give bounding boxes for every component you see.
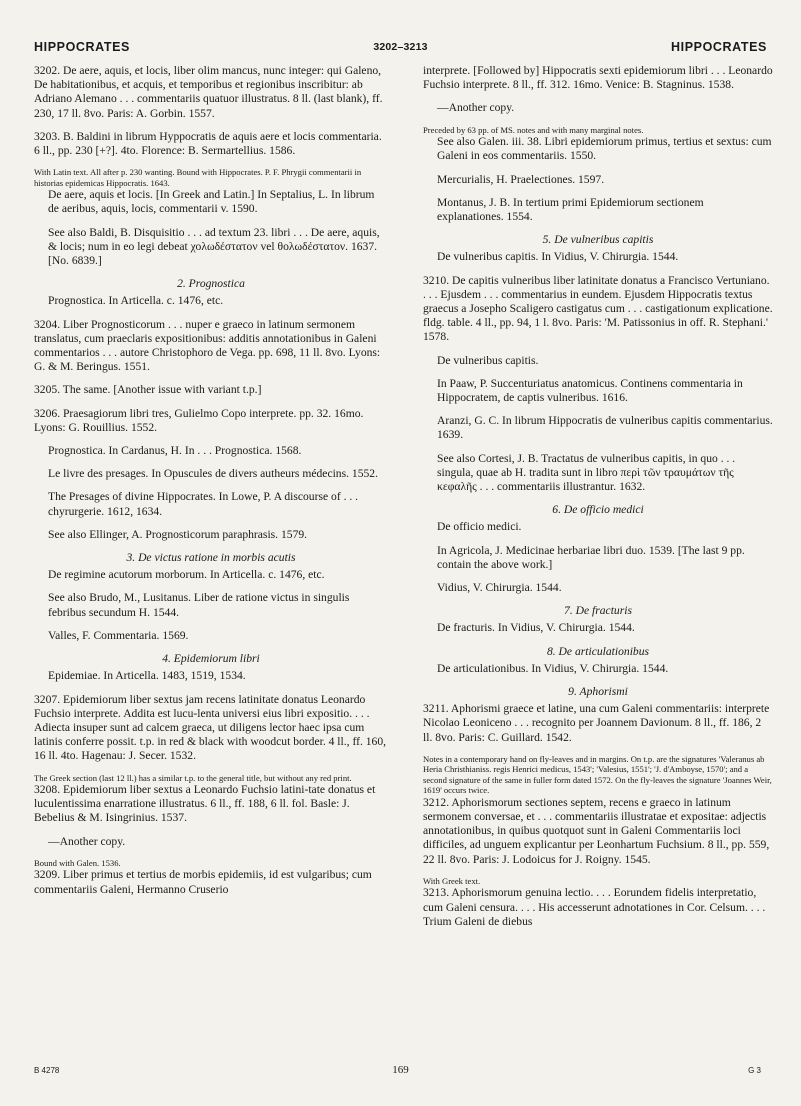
gathering-mark: G 3 — [748, 1066, 761, 1075]
cross-reference: See also Galen. iii. 38. Libri epidemiorum primus, tertius et sextus: cum Galeni in eos commentariis. 1550. — [437, 135, 772, 163]
catalogue-entry: 3211. Aphorismi graece et latine, una cum Galeni commentariis: interprete Nicolao Leoniceno . . . recognito per Joannem Davionum. 8 ll., ff. 186, 2 ll. 8vo. Paris: C. Guillard. 1542. — [423, 702, 770, 744]
catalogue-entry: 3209. Liber primus et tertius de morbis epidemiis, id est vulgaribus; cum commentariis Galeni, Hermanno Cruserio — [34, 868, 372, 896]
entry-note: Preceded by 63 pp. of MS. notes and with many marginal notes. — [423, 124, 644, 135]
cross-reference: In Agricola, J. Medicinae herbariae libri duo. 1539. [The last 9 pp. contain the above work.] — [437, 543, 745, 571]
cross-reference: See also Cortesi, J. B. Tractatus de vulneribus capitis, in quo . . . singula, quae ab H. tradita sunt in libro περὶ τῶν τραυμάτων τῆς κεφαλῆς . . . commentariis illustrantur. 1632. — [437, 451, 736, 493]
cross-reference: The Presages of divine Hippocrates. In Lowe, P. A discourse of . . . chyrurgerie. 1612, 1634. — [48, 490, 359, 518]
page-header — [34, 40, 767, 60]
catalogue-entry: interprete. [Followed by] Hippocratis sexti epidemiorum libri . . . Leonardo Fuchsio interprete. 8 ll., ff. 312. 16mo. Venice: B. Stagninus. 1538. — [423, 64, 773, 92]
cross-reference: Epidemiae. In Articella. 1483, 1519, 1534. — [48, 669, 246, 683]
cross-reference: De articulationibus. In Vidius, V. Chirurgia. 1544. — [437, 661, 669, 675]
entry-note: Bound with Galen. 1536. — [34, 857, 121, 868]
entry-range: 3202–3213 — [373, 41, 428, 53]
cross-reference: De vulneribus capitis. In Vidius, V. Chirurgia. 1544. — [437, 250, 679, 264]
entry-note: Notes in a contemporary hand on fly-leaves and in margins. On t.p. are the signatures 'Valeranus ab Heria Christhianiss. regis Henrici medicus, 1543'; 'Valesius, 1551'; 'J. d'Amboyse, 1570'; and a second signature of the same in fuller form dated 1572. On the fly-leaves the signature 'Joannes Weir, 1619' occurs twice. — [423, 753, 772, 796]
section-heading: 4. Epidemiorum libri — [162, 652, 260, 666]
cross-reference: See also Ellinger, A. Prognosticorum paraphrasis. 1579. — [48, 527, 308, 541]
catalogue-entry: 3205. The same. [Another issue with variant t.p.] — [34, 383, 262, 397]
catalogue-entry: 3206. Praesagiorum libri tres, Gulielmo Copo interprete. pp. 32. 16mo. Lyons: G. Rouillius. 1552. — [34, 406, 364, 434]
entry-note: With Greek text. — [423, 875, 481, 886]
cross-reference: De officio medici. — [437, 520, 522, 534]
cross-reference: See also Baldi, B. Disquisitio . . . ad textum 23. libri . . . De aere, aquis, & locis; num in eo legi debeat χολωδέστατον vel θολωδέστατον. 1637. [No. 6839.] — [48, 225, 380, 268]
cross-reference: —Another copy. — [48, 834, 126, 848]
cross-reference: Prognostica. In Cardanus, H. In . . . Prognostica. 1568. — [48, 444, 302, 458]
page-number: 169 — [392, 1064, 409, 1076]
catalogue-entry: 3213. Aphorismorum genuina lectio. . . . Eorundem fidelis interpretatio, cum Galeni censura. . . . His accesserunt adnotationes in Cor. Celsum. . . . Trium Galeni de diebus — [423, 886, 766, 928]
entry-note: The Greek section (last 12 ll.) has a similar t.p. to the general title, but without any red print. — [34, 772, 352, 783]
cross-reference: Vidius, V. Chirurgia. 1544. — [437, 580, 562, 594]
cross-reference: See also Brudo, M., Lusitanus. Liber de ratione victus in singulis febribus secundum H. 1544. — [48, 591, 350, 619]
running-head-left: HIPPOCRATES — [34, 40, 130, 54]
cross-reference: Montanus, J. B. In tertium primi Epidemiorum sectionem explanationes. 1554. — [437, 195, 704, 223]
page-footer — [34, 1066, 767, 1080]
section-heading: 5. De vulneribus capitis — [542, 233, 654, 247]
section-heading: 7. De fracturis — [564, 604, 632, 618]
catalogue-entry: 3207. Epidemiorum liber sextus jam recens latinitate donatus Leonardo Fuchsio interprete. Addita est lucu-lenta universi eius libri expositio. . . . Adiecta insuper sunt ad calcem graeca, ut diligens lector haec ipsa cum latinis conferre possit. t.p. in red & black with woodcut border. 4 ll., ff. 160, 16 ll. 4to. Hagenau: J. Secer. 1532. — [34, 692, 387, 763]
section-heading: 9. Aphorismi — [568, 685, 628, 698]
cross-reference: De fracturis. In Vidius, V. Chirurgia. 1544. — [437, 621, 635, 635]
cross-reference: De vulneribus capitis. — [437, 353, 539, 367]
cross-reference: Mercurialis, H. Praelectiones. 1597. — [437, 172, 605, 186]
running-head-right: HIPPOCRATES — [671, 40, 767, 54]
cross-reference: De regimine acutorum morborum. In Articella. c. 1476, etc. — [48, 568, 325, 582]
catalogue-entry: 3210. De capitis vulneribus liber latinitate donatus a Francisco Vertuniano. . . . Ejusdem . . . commentarius in eundem. Ejusdem Hippocratis textus graecus a Josepho Scaligero castigatus cum . . . castigationum explicatione. fldg. table. 4 ll., pp. 94, 1 l. 8vo. Paris: 'M. Patissonius in off. R. Stephani.' 1578. — [423, 273, 773, 344]
catalogue-entry: 3204. Liber Prognosticorum . . . nuper e graeco in latinum sermonem translatus, cum praeclaris expositionibus: additis annotationibus in Galeni commentarios . . . autore Christophoro de Vega. pp. 698, 11 ll. 8vo. Lyons: G. & M. Beringus. 1551. — [34, 317, 381, 374]
signature-mark: B 4278 — [34, 1066, 60, 1075]
section-heading: 8. De articulationibus — [546, 644, 650, 658]
catalogue-entry: 3202. De aere, aquis, et locis, liber olim mancus, nunc integer: qui Galeno, De habitationibus, et acquis, et temporibus et regionibus inscribitur: ab Adriano Alemano . . . commentariis quatuor illustratus. 8 ll. (last blank), ff. 230, 17 ll. 8vo. Paris: A. Gorbin. 1557. — [34, 64, 383, 120]
cross-reference: Aranzi, G. C. In librum Hippocratis de vulneribus capitis commentarius. 1639. — [437, 414, 773, 442]
left-column — [34, 64, 388, 1024]
cross-reference: De aere, aquis et locis. [In Greek and Latin.] In Septalius, L. In librum de aeribus, aquis, locis, commentarii v. 1590. — [48, 188, 375, 216]
catalogue-entry: 3203. B. Baldini in librum Hyppocratis de aquis aere et locis commentaria. 6 ll., pp. 230 [+?]. 4to. Florence: B. Sermartellius. 1586. — [34, 129, 382, 158]
catalogue-entry: 3212. Aphorismorum sectiones septem, recens e graeco in latinum sermonem conversae, et . . . commentariis illustratae et expositae: adjectis annotationibus, in quibus quotquot sunt in Galeni Commentariis loci difficiles, ad unguem explicantur per Leonhartum Fuchsium. 8 ll., pp. 559, 22 ll. 8vo. Paris: J. Lodoicus for J. Roigny. 1545. — [423, 795, 770, 866]
catalogue-entry: 3208. Epidemiorum liber sextus a Leonardo Fuchsio latini-tate donatus et luculentissima enarratione illustratus. 6 ll., ff. 188, 6 ll. fol. Basle: J. Bebelius & M. Isingrinius. 1537. — [34, 783, 376, 825]
cross-reference: Valles, F. Commentaria. 1569. — [48, 628, 189, 642]
cross-reference: Prognostica. In Articella. c. 1476, etc. — [48, 294, 224, 308]
section-heading: 6. De officio medici — [552, 503, 644, 517]
section-heading: 3. De victus ratione in morbis acutis — [126, 551, 296, 565]
entry-note: With Latin text. All after p. 230 wanting. Bound with Hippocrates. P. F. Phrygii commentarii in historias epidemicas Hippocratis. 1643. — [34, 167, 362, 188]
right-column — [423, 64, 773, 1024]
cross-reference: In Paaw, P. Succenturiatus anatomicus. Continens commentaria in Hippocratem, de captis vulneribus. 1616. — [437, 376, 743, 404]
cross-reference: —Another copy. — [437, 101, 515, 115]
section-heading: 2. Prognostica — [177, 277, 245, 291]
cross-reference: Le livre des presages. In Opuscules de divers autheurs médecins. 1552. — [48, 467, 379, 481]
